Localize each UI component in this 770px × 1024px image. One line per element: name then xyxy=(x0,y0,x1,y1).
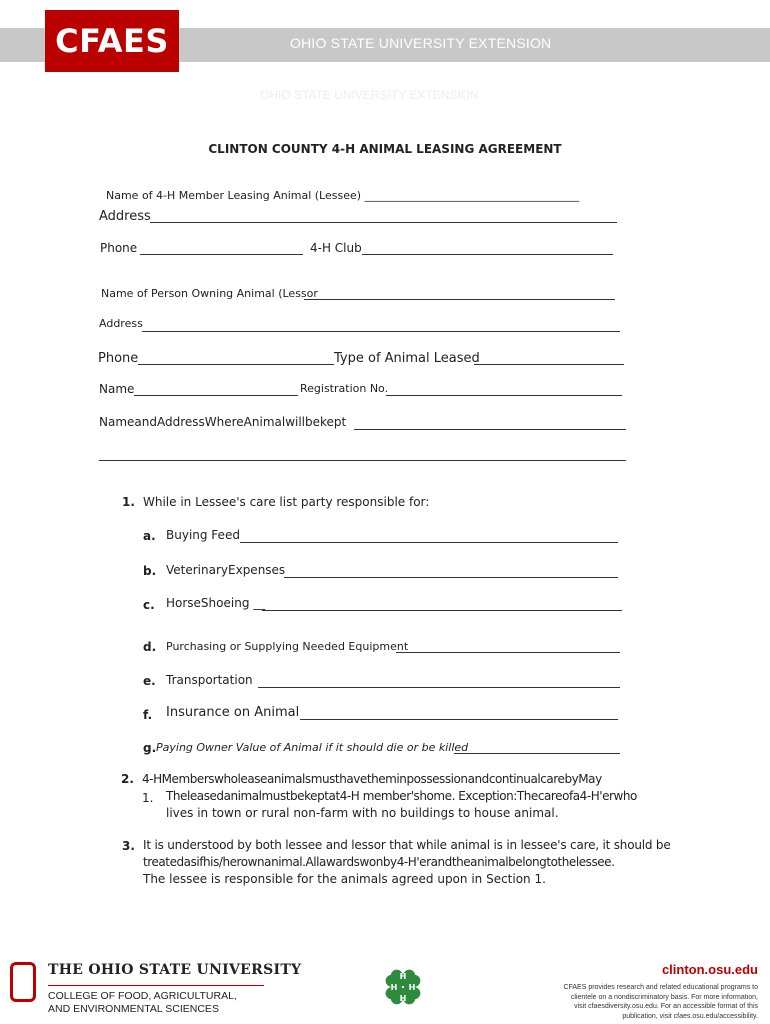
cfaes-logo-text: CFAES xyxy=(55,22,169,60)
svg-text:H: H xyxy=(399,972,407,981)
header-band-text: OHIO STATE UNIVERSITY EXTENSION xyxy=(290,35,552,51)
subitem-c-letter: c. xyxy=(143,598,155,612)
page-title: CLINTON COUNTY 4-H ANIMAL LEASING AGREEMENT xyxy=(208,142,562,156)
nondiscrimination-statement xyxy=(540,983,758,1021)
disclaimer-line2: clientele on a nondiscriminatory basis. For more information, xyxy=(570,993,758,1001)
item1-number: 1. xyxy=(122,495,135,509)
subitem-b-label: VeterinaryExpenses xyxy=(166,563,286,577)
club-field[interactable] xyxy=(362,254,613,255)
name-label: Name xyxy=(99,382,135,396)
subitem-d-label: Purchasing or Supplying Needed Equipment xyxy=(166,640,409,653)
subitem-f-label: Insurance on Animal xyxy=(166,705,300,720)
college-name xyxy=(48,990,237,1016)
subitem-c-label: HorseShoeing __ xyxy=(166,596,266,610)
subitem-g-label: Paying Owner Value of Animal if it should die or be killed xyxy=(156,741,469,754)
phone2-field[interactable] xyxy=(138,364,334,365)
subitem-b-field[interactable] xyxy=(284,577,618,578)
lessor-name-label: Name of Person Owning Animal (Lessor xyxy=(101,287,318,300)
club-label: 4-H Club xyxy=(310,241,362,255)
kept-field[interactable] xyxy=(354,429,626,430)
subitem-d-field[interactable] xyxy=(396,652,620,653)
svg-text:H: H xyxy=(390,983,398,992)
subitem-b-letter: b. xyxy=(143,564,157,578)
osu-wordmark: THE OHIO STATE UNIVERSITY xyxy=(48,962,302,978)
subitem-d-letter: d. xyxy=(143,640,157,654)
item1-text: While in Lessee's care list party responsible for: xyxy=(143,495,430,509)
lessee-name-row xyxy=(99,176,579,202)
subitem-g-letter: g. xyxy=(143,741,157,755)
phone1-field[interactable] xyxy=(140,254,303,255)
subitem-f-field[interactable] xyxy=(300,719,618,720)
four-h-clover-icon xyxy=(378,962,428,1012)
osu-block-o-icon xyxy=(10,962,36,1002)
cfaes-logo xyxy=(45,10,179,72)
item2-line2: Theleasedanimalmustbekeptat4-H member'shome. Exception:Thecareofa4-H'erwho xyxy=(166,789,637,803)
college-line2: AND ENVIRONMENTAL SCIENCES xyxy=(48,1003,219,1015)
subitem-a-label: Buying Feed xyxy=(166,528,240,542)
kept-field-line2[interactable] xyxy=(99,460,626,461)
item3-number: 3. xyxy=(122,839,135,853)
svg-text:H: H xyxy=(408,983,416,992)
type-leased-field[interactable] xyxy=(474,364,624,365)
website-link[interactable]: clinton.osu.edu xyxy=(661,962,758,977)
address2-field[interactable] xyxy=(142,331,620,332)
disclaimer-line1: CFAES provides research and related educational programs to xyxy=(563,984,758,991)
address2-label: Address xyxy=(99,317,143,330)
item2-subnumber: 1. xyxy=(142,791,154,805)
address1-field[interactable] xyxy=(150,222,617,223)
lessee-name-blank: _______________________________________ xyxy=(364,189,580,202)
type-leased-label: Type of Animal Leased xyxy=(334,351,480,366)
kept-label: NameandAddressWhereAnimalwillbekept xyxy=(99,415,347,429)
item2-line1: 4-HMemberswholeaseanimalsmusthavetheminpossessionandcontinualcarebyMay xyxy=(142,772,602,786)
item3-line2: treatedasifhis/herownanimal.Allawardswonby4-H'erandtheanimalbelongtothelessee. xyxy=(143,855,615,869)
college-line1: COLLEGE OF FOOD, AGRICULTURAL, xyxy=(48,990,237,1002)
name-field[interactable] xyxy=(134,395,298,396)
phone1-label: Phone xyxy=(100,241,138,255)
lessor-name-field[interactable] xyxy=(304,299,615,300)
subitem-a-letter: a. xyxy=(143,529,156,543)
phone2-label: Phone xyxy=(98,351,139,366)
osu-divider xyxy=(48,985,264,986)
subitem-e-letter: e. xyxy=(143,674,156,688)
item2-line3: lives in town or rural non-farm with no buildings to house animal. xyxy=(166,806,559,820)
lessee-name-label: Name of 4-H Member Leasing Animal (Lessee) xyxy=(106,189,365,202)
disclaimer-line3: visit cfaesdiversity.osu.edu. For an accessible format of this xyxy=(574,1003,758,1010)
svg-text:H: H xyxy=(399,994,407,1003)
ghost-header-text: OHIO STATE UNIVERSITY EXTENSION xyxy=(260,88,479,102)
item3-line1: It is understood by both lessee and lessor that while animal is in lessee's care, it should be xyxy=(143,838,671,852)
registration-label: Registration No. xyxy=(300,382,389,395)
registration-field[interactable] xyxy=(386,395,622,396)
subitem-g-field[interactable] xyxy=(454,753,620,754)
address1-label: Address xyxy=(99,209,151,224)
subitem-e-field[interactable] xyxy=(258,687,620,688)
subitem-f-letter: f. xyxy=(143,708,153,722)
subitem-a-field[interactable] xyxy=(240,542,618,543)
disclaimer-line4: publication, visit cfaes.osu.edu/accessibility. xyxy=(622,1012,758,1020)
item2-number: 2. xyxy=(121,772,134,786)
subitem-e-label: Transportation xyxy=(166,673,253,687)
subitem-c-field[interactable] xyxy=(262,610,622,611)
item3-line3: The lessee is responsible for the animals agreed upon in Section 1. xyxy=(143,872,546,886)
